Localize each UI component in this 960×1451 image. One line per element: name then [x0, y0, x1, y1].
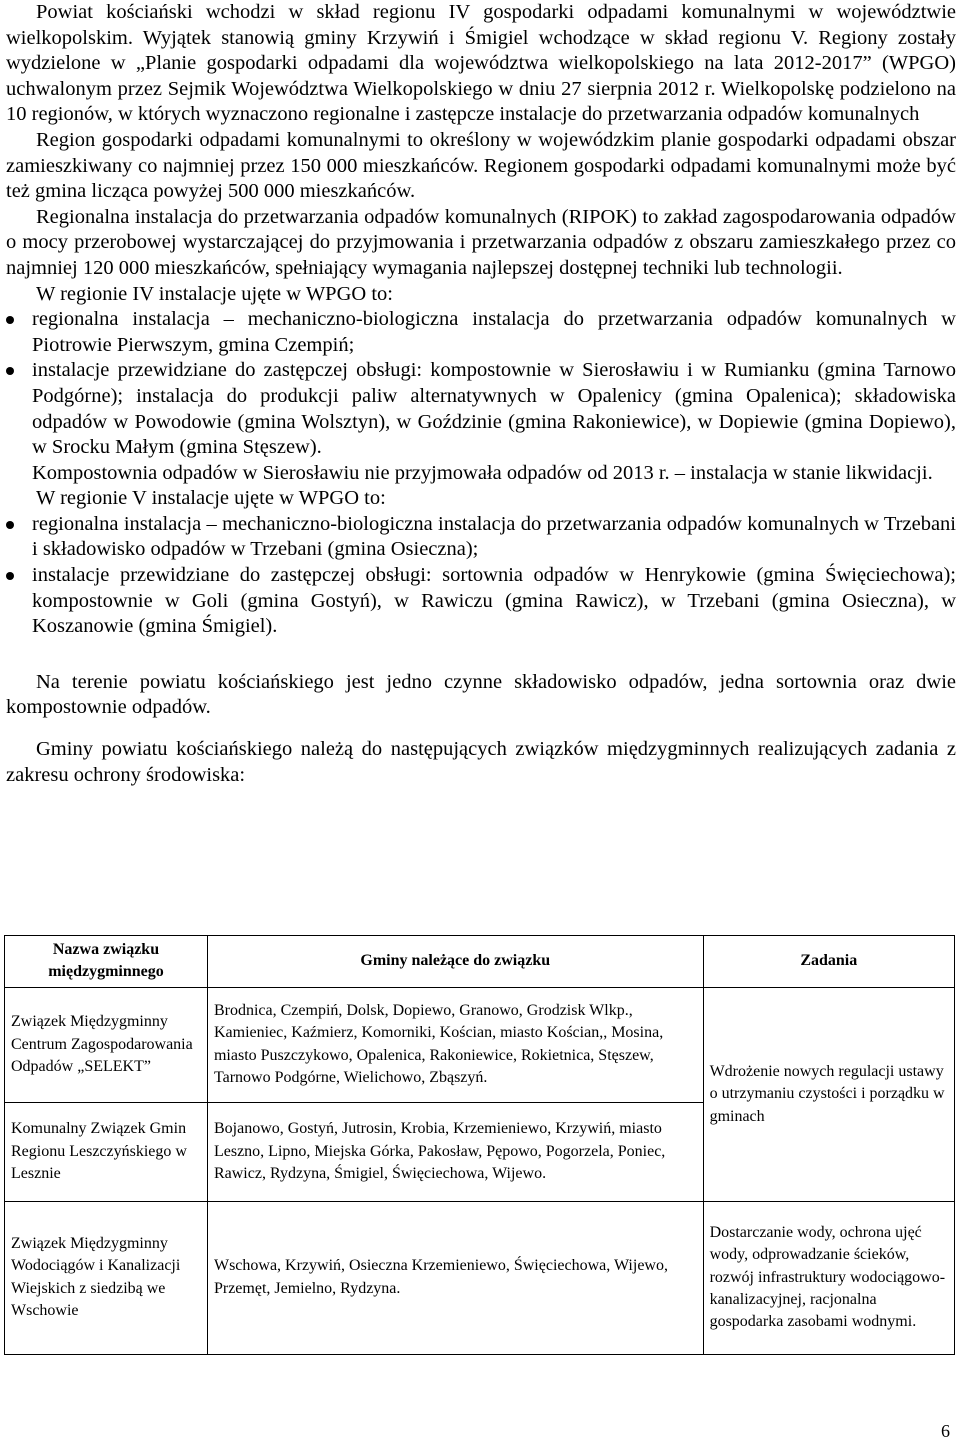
region-iv-list	[6, 307, 956, 461]
association-members: Wschowa, Krzywiń, Osieczna Krzemieniewo, Święciechowa, Wijewo, Przemęt, Jemielno, Rydzyna.	[207, 1201, 703, 1354]
association-name: Związek Międzygminny Centrum Zagospodarowania Odpadów „SELEKT”	[5, 987, 208, 1102]
association-tasks: Wdrożenie nowych regulacji ustawy o utrzymaniu czystości i porządku w gminach	[703, 987, 954, 1201]
association-members: Bojanowo, Gostyń, Jutrosin, Krobia, Krzemieniewo, Krzywiń, miasto Leszno, Lipno, Miejska Górka, Pakosław, Pępowo, Pogorzela, Poniec, Rawicz, Rydzyna, Śmigiel, Święciechowa, Wijewo.	[207, 1102, 703, 1201]
bullet-icon	[6, 316, 14, 324]
list-item	[6, 307, 956, 358]
column-header-members: Gminy należące do związku	[207, 936, 703, 988]
document-body	[6, 0, 956, 788]
region-v-list	[6, 512, 956, 640]
association-name: Związek Międzygminny Wodociągów i Kanalizacji Wiejskich z siedzibą we Wschowie	[5, 1201, 208, 1354]
paragraph-ripok-definition: Regionalna instalacja do przetwarzania odpadów komunalnych (RIPOK) to zakład zagospodarowania odpadów o mocy przerobowej wystarczającej do przyjmowania i przetwarzania odpadów z obszaru zamieszkałego przez co najmniej 120 000 mieszkańców, spełniający wymagania najlepszej dostępnej techniki lub technologii.	[6, 205, 956, 279]
bullet-icon	[6, 521, 14, 529]
list-item	[6, 358, 956, 460]
paragraph-associations-intro: Gminy powiatu kościańskiego należą do następujących związków międzygminnych realizujących zadania z zakresu ochrony środowiska:	[6, 738, 956, 786]
region-v-intro: W regionie V instalacje ujęte w WPGO to:	[36, 487, 386, 510]
associations-table	[4, 935, 955, 1355]
page-number: 6	[941, 1421, 950, 1441]
region-iv-intro: W regionie IV instalacje ujęte w WPGO to:	[36, 282, 393, 305]
list-item	[6, 512, 956, 563]
association-members: Brodnica, Czempiń, Dolsk, Dopiewo, Granowo, Grodzisk Wlkp., Kamieniec, Kaźmierz, Komorniki, Kościan, miasto Kościan,, Mosina, miasto Puszczykowo, Opalenica, Rakoniewice, Rokietnica, Stęszew, Tarnowo Podgórne, Wielichowo, Zbąszyń.	[207, 987, 703, 1102]
list-item-text: regionalna instalacja – mechaniczno-biologiczna instalacja do przetwarzania odpadów komunalnych w Piotrowie Pierwszym, gmina Czempiń;	[32, 308, 956, 356]
association-name: Komunalny Związek Gmin Regionu Leszczyńskiego w Lesznie	[5, 1102, 208, 1201]
spacer	[6, 721, 956, 737]
list-item-text: regionalna instalacja – mechaniczno-biologiczna instalacja do przetwarzania odpadów komunalnych w Trzebani i składowisko odpadów w Trzebani (gmina Osieczna);	[32, 512, 956, 561]
column-header-name: Nazwa związku międzygminnego	[5, 936, 208, 988]
bullet-icon	[6, 572, 14, 580]
table-row	[5, 1201, 955, 1354]
column-header-tasks: Zadania	[703, 936, 954, 988]
list-item-text: instalacje przewidziane do zastępczej obsługi: kompostownie w Sierosławiu i w Rumianku (gmina Tarnowo Podgórne); instalacja do produkcji paliw alternatywnych w Opalenicy (gmina Opalenica); składowiska odpadów w Powodowie (gmina Wolsztyn), w Goździnie (gmina Rakoniewice), w Dopiewie (gmina Dopiewo), w Srocku Małym (gmina Stęszew).	[32, 359, 956, 459]
paragraph-region-intro: Powiat kościański wchodzi w skład regionu IV gospodarki odpadami komunalnymi w województwie wielkopolskim. Wyjątek stanowią gminy Krzywiń i Śmigiel wchodzące w skład regionu V. Regiony zostały wydzielone w „Planie gospodarki odpadami dla województwa wielkopolskiego na lata 2012-2017” (WPGO) uchwalonym przez Sejmik Województwa Wielkopolskiego w dniu 27 sierpnia 2012 r. Wielkopolskę podzielono na 10 regionów, w których wyznaczono regionalne i zastępcze instalacje do przetwarzania odpadów komunalnych	[6, 1, 956, 126]
region-iv-note: Kompostownia odpadów w Sierosławiu nie przyjmowała odpadów od 2013 r. – instalacja w stanie likwidacji.	[32, 461, 933, 484]
table-header-row	[5, 936, 955, 988]
bullet-icon	[6, 367, 14, 375]
spacer	[6, 640, 956, 670]
list-item-text: instalacje przewidziane do zastępczej obsługi: sortownia odpadów w Henrykowie (gmina Święciechowa); kompostownie w Goli (gmina Gostyń), w Rawiczu (gmina Rawicz), w Trzebani (gmina Osieczna), w Koszanowie (gmina Śmigiel).	[32, 564, 956, 638]
paragraph-facilities: Na terenie powiatu kościańskiego jest jedno czynne składowisko odpadów, jedna sortownia oraz dwie kompostownie odpadów.	[6, 670, 956, 719]
table-row	[5, 987, 955, 1102]
association-tasks: Dostarczanie wody, ochrona ujęć wody, odprowadzanie ścieków, rozwój infrastruktury wodociągowo-kanalizacyjnej, racjonalna gospodarka zasobami wodnymi.	[703, 1201, 954, 1354]
paragraph-region-definition: Region gospodarki odpadami komunalnymi to określony w wojewódzkim planie gospodarki odpadami obszar zamieszkiwany co najmniej przez 150 000 mieszkańców. Regionem gospodarki odpadami komunalnymi może być też gmina licząca powyżej 500 000 mieszkańców.	[6, 128, 956, 203]
list-item	[6, 563, 956, 640]
